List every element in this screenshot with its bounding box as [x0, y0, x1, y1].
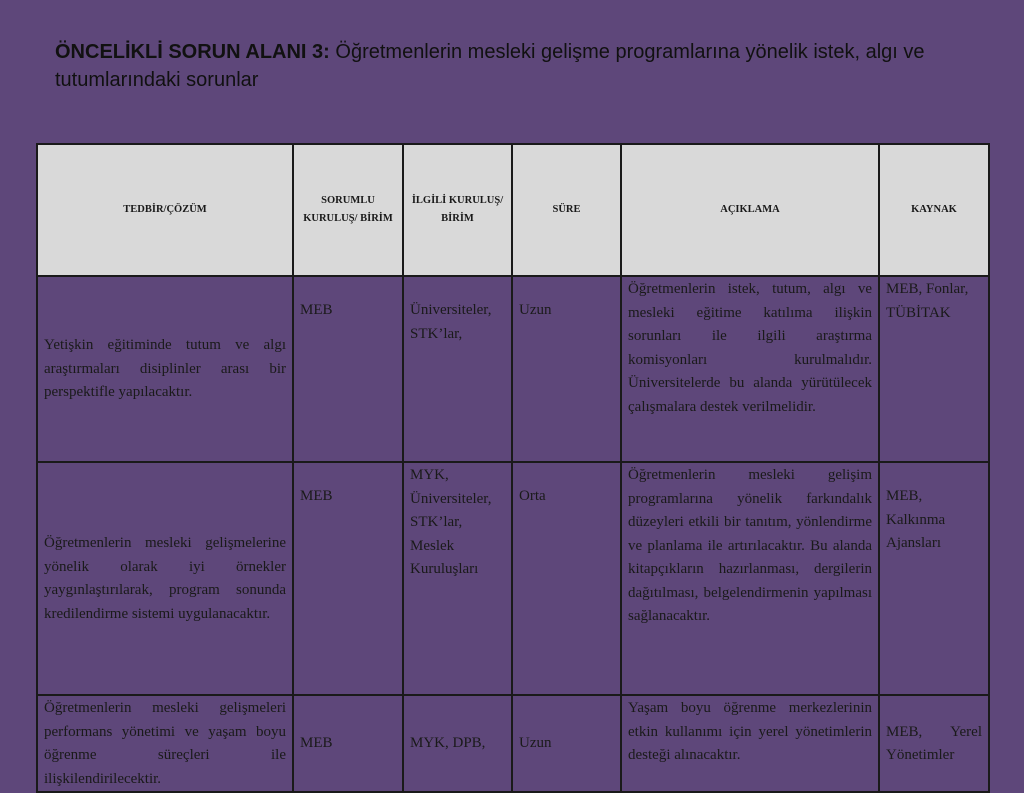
header-aciklama: AÇIKLAMA: [621, 144, 879, 276]
header-kaynak: KAYNAK: [879, 144, 989, 276]
cell-aciklama: Öğretmenlerin istek, tutum, algı ve mesleki eğitime katılıma ilişkin sorunları ile ilgili araştırma komisyonları kurulmalıdır. Üniversitelerde bu alanda yürütülecek çalışmalara destek verilmelidir.: [621, 276, 879, 462]
cell-aciklama: Öğretmenlerin mesleki gelişim programlarına yönelik farkındalık düzeyleri etkili bir tanıtım, yönlendirme ve planlama ile artırılacaktır. Bu alanda kitapçıkların hazırlanması, dergilerin dağıtılması, belgelendirmenin yapılması sağlanacaktır.: [621, 462, 879, 695]
cell-ilgili: MYK, DPB,: [403, 695, 512, 792]
header-sorumlu: SORUMLU KURULUŞ/ BİRİM: [293, 144, 403, 276]
cell-sorumlu: MEB: [293, 462, 403, 695]
cell-kaynak: MEB, Kalkınma Ajansları: [879, 462, 989, 695]
cell-sorumlu: MEB: [293, 276, 403, 462]
cell-tedbir: Öğretmenlerin mesleki gelişmelerine yönelik olarak iyi örnekler yaygınlaştırılarak, program sonunda kredilendirme sistemi uygulanacaktır.: [37, 462, 293, 695]
cell-tedbir: Yetişkin eğitiminde tutum ve algı araştırmaları disiplinler arası bir perspektifle yapılacaktır.: [37, 276, 293, 462]
cell-ilgili: Üniversiteler, STK’lar,: [403, 276, 512, 462]
table-row: [37, 462, 989, 695]
header-ilgili: İLGİLİ KURULUŞ/ BİRİM: [403, 144, 512, 276]
cell-sure: Uzun: [512, 695, 621, 792]
cell-kaynak: MEB, Fonlar, TÜBİTAK: [879, 276, 989, 462]
cell-sorumlu: MEB: [293, 695, 403, 792]
header-row: [37, 144, 989, 276]
table-row: [37, 695, 989, 792]
title-bold: ÖNCELİKLİ SORUN ALANI 3:: [55, 41, 330, 63]
table-row: [37, 276, 989, 462]
cell-sure: Orta: [512, 462, 621, 695]
cell-aciklama: Yaşam boyu öğrenme merkezlerinin etkin kullanımı için yerel yönetimlerin desteği alınacaktır.: [621, 695, 879, 792]
cell-kaynak: MEB, Yerel Yönetimler: [879, 695, 989, 792]
cell-sure: Uzun: [512, 276, 621, 462]
slide-title: [55, 38, 995, 94]
cell-tedbir: Öğretmenlerin mesleki gelişmeleri performans yönetimi ve yaşam boyu öğrenme süreçleri ile ilişkilendirilecektir.: [37, 695, 293, 792]
measures-table: [36, 143, 990, 793]
header-sure: SÜRE: [512, 144, 621, 276]
header-tedbir: TEDBİR/ÇÖZÜM: [37, 144, 293, 276]
cell-ilgili: MYK, Üniversiteler, STK’lar, Meslek Kuruluşları: [403, 462, 512, 695]
title-text: Öğretmenlerin mesleki gelişme programlarına yönelik istek, algı ve tutumlarındaki sorunlar: [55, 41, 925, 91]
